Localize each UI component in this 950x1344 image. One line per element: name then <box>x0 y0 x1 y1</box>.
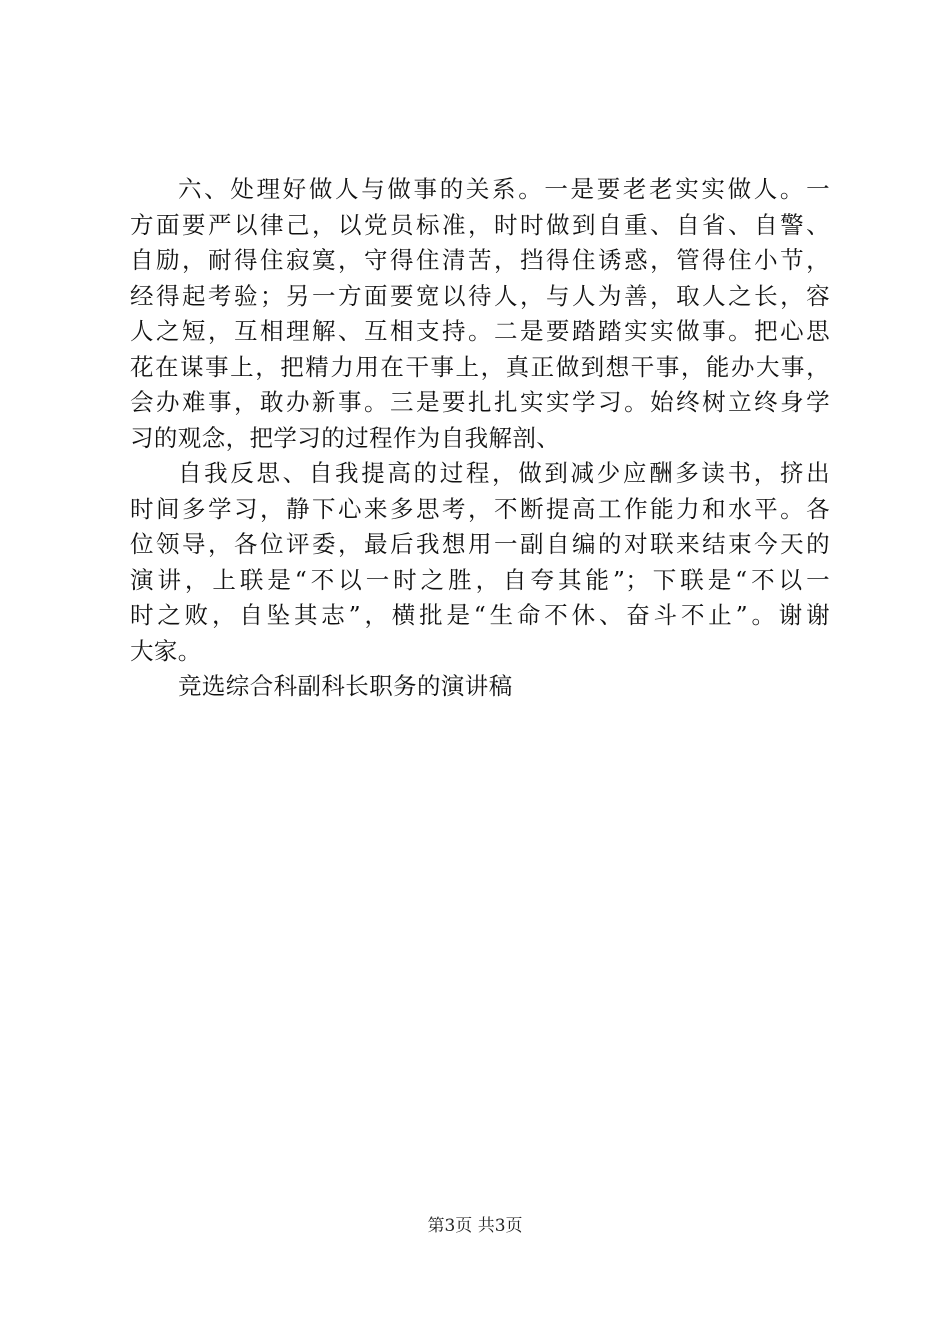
paragraph-2 <box>130 456 830 669</box>
paragraph-line: 习的观念，把学习的过程作为自我解剖、 <box>130 423 561 452</box>
paragraph-line: 方面要严以律己，以党员标准，时时做到自重、自省、自警、 <box>130 210 830 239</box>
paragraph-line: 演讲，上联是“不以一时之胜，自夸其能”；下联是“不以一 <box>130 565 830 594</box>
paragraph-line: 大家。 <box>130 636 202 665</box>
paragraph-line: 时间多学习，静下心来多思考，不断提高工作能力和水平。各 <box>130 494 830 523</box>
page-number-footer: 第3页 共3页 <box>427 1216 523 1236</box>
closing-title: 竞选综合科副科长职务的演讲稿 <box>178 672 513 700</box>
paragraph-line: 自我反思、自我提高的过程，做到减少应酬多读书，挤出 <box>178 459 830 487</box>
paragraph-line: 时之败，自坠其志”，横批是“生命不休、奋斗不止”。谢谢 <box>130 601 830 629</box>
paragraph-line: 会办难事，敢办新事。三是要扎扎实实学习。始终树立终身学 <box>130 388 830 416</box>
paragraph-line: 六、处理好做人与做事的关系。一是要老老实实做人。一 <box>178 175 830 203</box>
paragraph-1 <box>130 172 830 456</box>
paragraph-line: 经得起考验；另一方面要宽以待人，与人为善，取人之长，容 <box>130 281 830 310</box>
paragraph-line: 位领导，各位评委，最后我想用一副自编的对联来结束今天的 <box>130 530 830 558</box>
document-body <box>130 172 830 705</box>
paragraph-line: 花在谋事上，把精力用在干事上，真正做到想干事，能办大事， <box>130 352 830 381</box>
paragraph-line: 自励，耐得住寂寞，守得住清苦，挡得住诱惑，管得住小节， <box>130 246 830 274</box>
paragraph-line: 人之短，互相理解、互相支持。二是要踏踏实实做事。把心思 <box>130 317 830 345</box>
